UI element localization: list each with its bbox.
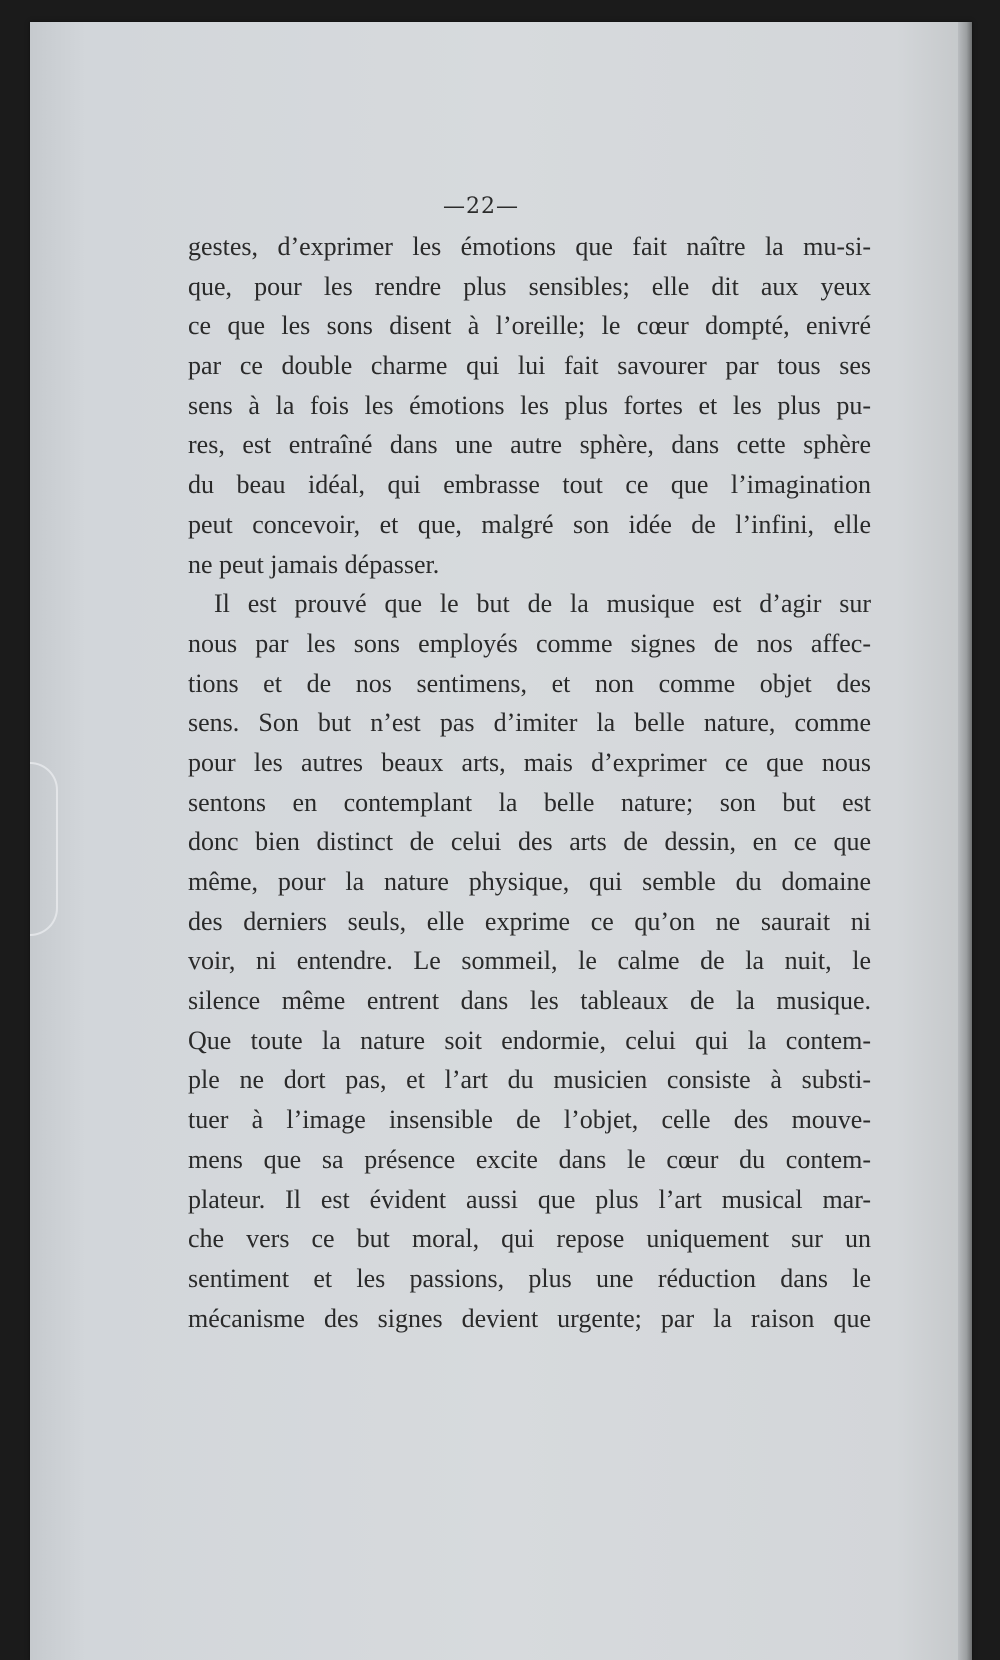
text-line: donc bien distinct de celui des arts de dessin, en ce que — [188, 827, 871, 857]
text-line: che vers ce but moral, qui repose uniquement sur un — [188, 1224, 871, 1254]
page-fold-mark — [30, 762, 58, 936]
text-line: pour les autres beaux arts, mais d’exprimer ce que nous — [188, 747, 871, 777]
book-page — [30, 22, 972, 1660]
page-edge — [958, 22, 972, 1660]
text-line: tions et de nos sentimens, et non comme objet des — [188, 668, 871, 698]
text-line: même, pour la nature physique, qui semble du domaine — [188, 867, 871, 896]
text-line: Il est prouvé que le but de la musique est d’agir sur — [214, 589, 871, 619]
text-line: que, pour les rendre plus sensibles; elle dit aux yeux — [188, 271, 871, 301]
text-line: plateur. Il est évident aussi que plus l’art musical mar- — [188, 1184, 871, 1214]
text-line: sentons en contemplant la belle nature; son but est — [188, 787, 871, 817]
text-line: sens à la fois les émotions les plus fortes et les plus pu- — [188, 390, 871, 420]
text-line: mécanisme des signes devient urgente; par la raison que — [188, 1303, 871, 1333]
text-line: nous par les sons employés comme signes de nos affec- — [188, 628, 871, 658]
text-line: sens. Son but n’est pas d’imiter la belle nature, comme — [188, 708, 871, 738]
text-line: voir, ni entendre. Le sommeil, le calme de la nuit, le — [188, 946, 871, 976]
text-line: Que toute la nature soit endormie, celui qui la contem- — [188, 1025, 871, 1055]
text-line: res, est entraîné dans une autre sphère, dans cette sphère — [188, 430, 871, 460]
text-line: gestes, d’exprimer les émotions que fait naître la mu-si- — [188, 232, 871, 261]
text-line: sentiment et les passions, plus une réduction dans le — [188, 1263, 871, 1293]
text-line: ne peut jamais dépasser. — [188, 549, 440, 579]
text-line: par ce double charme qui lui fait savourer par tous ses — [188, 351, 871, 381]
page-number: —22— — [443, 194, 519, 219]
text-line: des derniers seuls, elle exprime ce qu’on ne saurait ni — [188, 906, 871, 936]
text-line: tuer à l’image insensible de l’objet, celle des mouve- — [188, 1105, 871, 1135]
text-line: peut concevoir, et que, malgré son idée de l’infini, elle — [188, 509, 871, 539]
body-text — [188, 227, 871, 1338]
text-line: silence même entrent dans les tableaux de la musique. — [188, 986, 871, 1016]
text-line: du beau idéal, qui embrasse tout ce que l’imagination — [188, 470, 871, 500]
text-line: ce que les sons disent à l’oreille; le cœur dompté, enivré — [188, 311, 871, 341]
text-line: ple ne dort pas, et l’art du musicien consiste à substi- — [188, 1065, 871, 1095]
text-line: mens que sa présence excite dans le cœur du contem- — [188, 1144, 871, 1174]
